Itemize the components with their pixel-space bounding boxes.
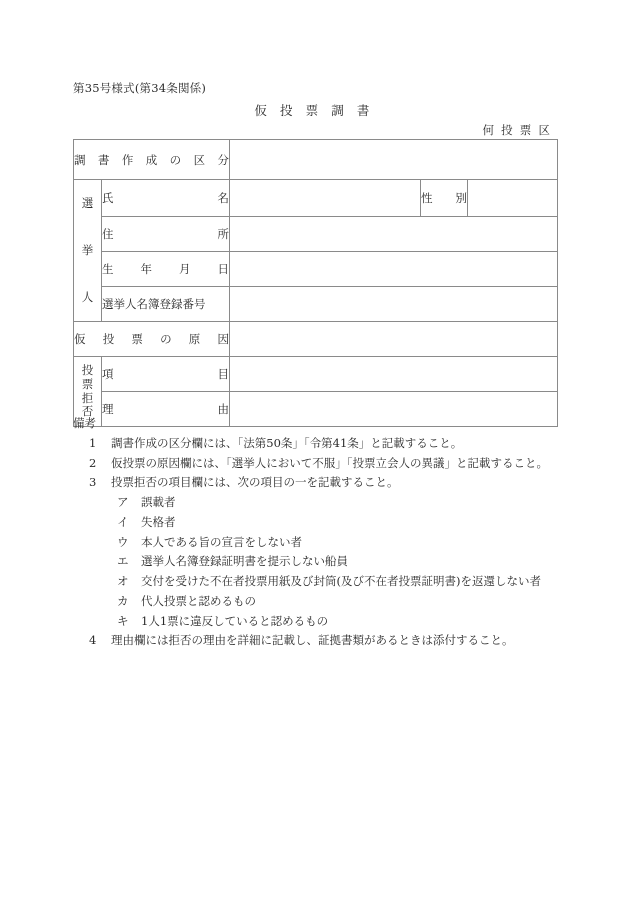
row-label-kari-gen-in-text-char-5: 原 (188, 332, 201, 346)
table-row (74, 217, 558, 252)
note-sub-item-e (117, 552, 593, 572)
input-jusho[interactable] (230, 217, 558, 252)
table-row (74, 287, 558, 322)
input-seinengappi[interactable] (230, 252, 558, 287)
row-label-kari-gen-in-text-char-4: の (160, 332, 172, 346)
note-item-2 (89, 454, 593, 474)
note-sub-item-o-marker: オ (117, 574, 129, 589)
input-seibetsu[interactable] (468, 180, 558, 217)
row-label-seinengappi-text-char-3: 月 (179, 262, 191, 276)
row-label-seinengappi (102, 252, 230, 287)
note-sub-item-ki-text: 1人1票に違反していると認めるもの (141, 613, 329, 628)
row-label-seinengappi-text-char-4: 日 (217, 262, 229, 276)
row-label-jusho-text-char-1: 住 (102, 227, 114, 241)
row-label-riyu-text-char-2: 由 (217, 402, 229, 416)
group-label-tohyo-kyohi-char-3: 拒 (81, 390, 94, 405)
form-number: 第35号様式(第34条関係) (73, 81, 207, 95)
document-title-text: 仮投票調書 (254, 103, 383, 118)
note-sub-item-a (117, 493, 593, 513)
note-sub-item-ka-marker: カ (117, 593, 129, 608)
note-item-3 (89, 473, 593, 493)
input-komoku[interactable] (230, 357, 558, 392)
note-sub-item-a-marker: ア (117, 495, 129, 510)
table-row (74, 322, 558, 357)
row-label-meibo-bango-text: 選挙人名簿登録番号 (102, 297, 206, 311)
group-label-tohyo-kyohi-char-2: 票 (81, 376, 94, 391)
document-title (73, 101, 557, 119)
group-label-tohyo-kyohi-char-4: 否 (81, 404, 94, 419)
note-sub-item-i (117, 513, 593, 533)
group-label-tohyo-kyohi-char-1: 投 (81, 363, 94, 378)
note-sub-item-ka (117, 592, 593, 612)
row-label-seibetsu-text-char-1: 性 (421, 191, 433, 205)
row-label-seibetsu (421, 180, 468, 217)
notes-title: 備考 (73, 416, 96, 430)
row-label-seinengappi-text-char-1: 生 (102, 262, 114, 276)
row-label-kari-gen-in-text-char-3: 票 (131, 332, 143, 346)
row-label-chosho-kubun-text-char-6: 区 (193, 152, 206, 167)
note-sub-item-u-text: 本人である旨の宣言をしない者 (141, 534, 302, 549)
row-label-chosho-kubun-text-char-1: 調 (74, 152, 86, 167)
note-sub-item-u-marker: ウ (117, 534, 129, 549)
note-item-4 (89, 631, 593, 651)
note-sub-item-o (117, 572, 593, 592)
note-sub-item-a-text: 誤載者 (141, 495, 176, 510)
note-sub-item-o-text: 交付を受けた不在者投票用紙及び封筒(及び不在者投票証明書)を返還しない者 (141, 574, 541, 589)
input-meibo-bango[interactable] (230, 287, 558, 322)
table-row (74, 357, 558, 392)
district-label (73, 122, 557, 138)
row-label-meibo-bango (102, 287, 230, 322)
note-item-1 (89, 434, 593, 454)
group-label-senkyonin-text-char-1: 選 (81, 195, 94, 210)
note-sub-item-ki (117, 612, 593, 632)
row-label-komoku (102, 357, 230, 392)
input-shimei[interactable] (230, 180, 421, 217)
note-item-4-text: 理由欄には拒否の理由を詳細に記載し、証拠書類があるときは添付すること。 (111, 633, 514, 648)
note-sub-item-e-marker: エ (117, 554, 129, 569)
row-label-seinengappi-text-char-2: 年 (140, 262, 152, 276)
note-item-2-text: 仮投票の原因欄には、「選挙人において不服」「投票立会人の異議」と記載すること。 (111, 455, 548, 470)
note-item-3-text: 投票拒否の項目欄には、次の項目の一を記載すること。 (111, 475, 399, 490)
row-label-komoku-text-char-1: 項 (102, 367, 114, 381)
row-label-kari-gen-in-text-char-6: 因 (217, 332, 229, 346)
note-sub-item-i-text: 失格者 (141, 514, 176, 529)
input-kari-gen-in[interactable] (230, 322, 558, 357)
input-chosho-kubun[interactable] (230, 140, 558, 180)
note-sub-item-ki-marker: キ (117, 613, 129, 628)
row-label-komoku-text-char-2: 目 (217, 367, 229, 381)
note-item-1-marker: 1 (89, 435, 97, 450)
row-label-jusho (102, 217, 230, 252)
group-label-senkyonin-text-char-3: 人 (81, 289, 94, 304)
row-label-shimei (102, 180, 230, 217)
row-label-riyu-text-char-1: 理 (102, 402, 114, 416)
note-sub-item-i-marker: イ (117, 514, 129, 529)
note-sub-item-e-text: 選挙人名簿登録証明書を提示しない船員 (141, 554, 348, 569)
district-label-text: 何投票区 (482, 123, 557, 137)
row-label-kari-gen-in-text-char-2: 投 (102, 332, 115, 346)
note-item-2-marker: 2 (89, 455, 97, 470)
row-label-kari-gen-in (74, 322, 230, 357)
row-label-kari-gen-in-text-char-1: 仮 (74, 332, 86, 346)
table-row (74, 252, 558, 287)
row-label-chosho-kubun-text-char-5: の (169, 152, 182, 167)
row-label-shimei-text-char-1: 氏 (102, 191, 114, 205)
note-item-4-marker: 4 (89, 633, 97, 648)
note-item-3-marker: 3 (89, 475, 97, 490)
group-label-senkyonin (74, 180, 102, 322)
note-item-1-text: 調書作成の区分欄には、「法第50条」「令第41条」と記載すること。 (111, 435, 463, 450)
row-label-chosho-kubun-text-char-4: 成 (145, 152, 158, 167)
group-label-senkyonin-text-char-2: 挙 (81, 242, 94, 257)
row-label-chosho-kubun-text-char-7: 分 (217, 152, 229, 167)
row-label-chosho-kubun (74, 140, 230, 180)
record-form-table (73, 139, 558, 427)
table-row (74, 180, 558, 217)
note-sub-item-ka-text: 代人投票と認めるもの (141, 593, 256, 608)
row-label-chosho-kubun-text-char-2: 書 (97, 152, 110, 167)
row-label-shimei-text-char-2: 名 (217, 191, 229, 205)
row-label-chosho-kubun-text-char-3: 作 (121, 152, 134, 167)
table-row (74, 140, 558, 180)
notes-section (73, 414, 593, 651)
note-sub-item-u (117, 533, 593, 553)
row-label-seibetsu-text-char-2: 別 (455, 191, 467, 205)
row-label-jusho-text-char-2: 所 (217, 227, 229, 241)
